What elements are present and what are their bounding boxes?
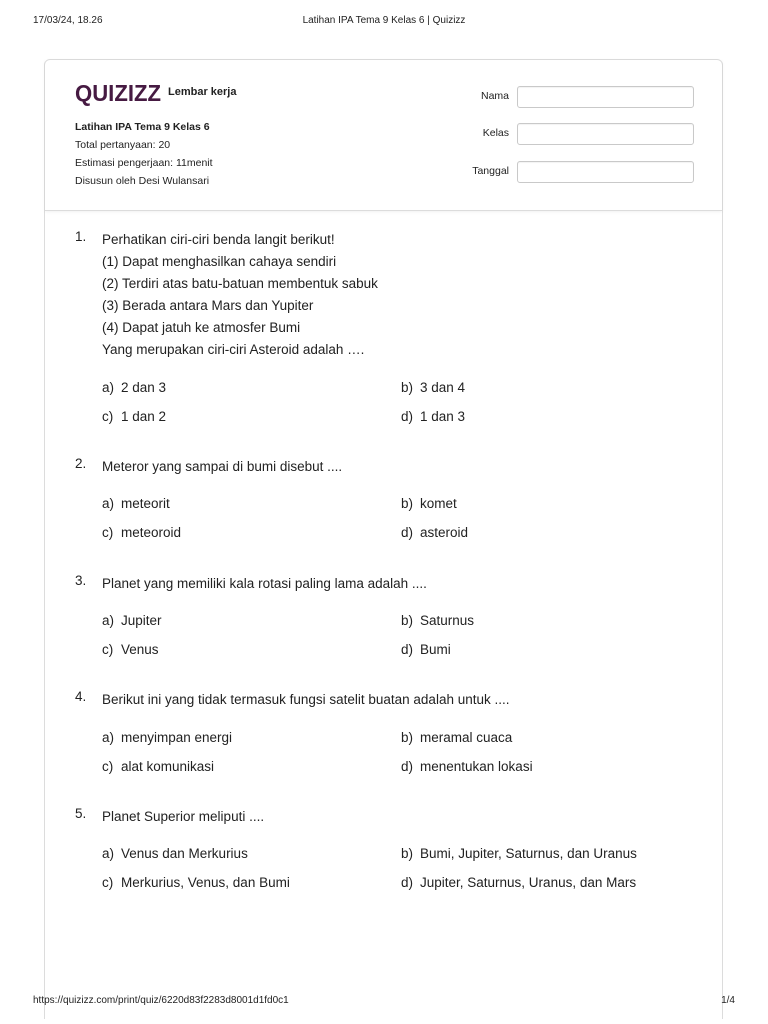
question-line: Planet yang memiliki kala rotasi paling lama adalah .... [102, 576, 427, 591]
option-letter: a) [102, 380, 115, 395]
question-line: Berikut ini yang tidak termasuk fungsi satelit buatan adalah untuk .... [102, 692, 510, 707]
class-field[interactable] [517, 123, 694, 145]
option-c[interactable] [102, 408, 166, 426]
print-header [0, 15, 768, 29]
option-b[interactable] [401, 612, 474, 630]
date-field[interactable] [517, 161, 694, 183]
option-d[interactable] [401, 758, 533, 776]
total-questions: Total pertanyaan: 20 [75, 139, 171, 151]
option-a[interactable] [102, 845, 248, 863]
option-c[interactable] [102, 874, 290, 892]
option-letter: b) [401, 730, 414, 745]
option-c[interactable] [102, 758, 214, 776]
class-label: Kelas [482, 127, 509, 139]
question-line: Planet Superior meliputi .... [102, 809, 265, 824]
svg-text:QUIZIZZ: QUIZIZZ [75, 80, 161, 106]
option-letter: d) [401, 525, 414, 540]
option-text: komet [420, 496, 457, 511]
option-letter: c) [102, 409, 114, 424]
question-text [102, 689, 692, 711]
question-line: (4) Dapat jatuh ke atmosfer Bumi [102, 320, 301, 335]
question-text [102, 229, 692, 361]
question-line: Meteror yang sampai di bumi disebut .... [102, 459, 343, 474]
question-number: 2. [75, 456, 87, 471]
question-number: 5. [75, 806, 87, 821]
date-label: Tanggal [472, 165, 509, 177]
option-letter: d) [401, 409, 414, 424]
option-text: Merkurius, Venus, dan Bumi [121, 875, 290, 890]
option-letter: d) [401, 642, 414, 657]
question-number: 3. [75, 573, 87, 588]
option-c[interactable] [102, 524, 181, 542]
question-line: Yang merupakan ciri-ciri Asteroid adalah …. [102, 342, 365, 357]
question-text [102, 456, 692, 478]
option-letter: b) [401, 496, 414, 511]
option-c[interactable] [102, 641, 159, 659]
option-letter: c) [102, 875, 114, 890]
option-a[interactable] [102, 612, 162, 630]
option-letter: a) [102, 613, 115, 628]
print-title: Latihan IPA Tema 9 Kelas 6 | Quizizz [302, 15, 466, 26]
option-text: 1 dan 2 [121, 409, 167, 424]
option-text: alat komunikasi [121, 759, 215, 774]
option-text: Bumi [420, 642, 451, 657]
option-d[interactable] [401, 524, 468, 542]
option-a[interactable] [102, 379, 166, 397]
option-letter: b) [401, 846, 414, 861]
option-letter: c) [102, 525, 114, 540]
question-text [102, 806, 692, 828]
print-page-number: 1/4 [721, 995, 735, 1006]
option-letter: d) [401, 875, 414, 890]
option-text: 2 dan 3 [121, 380, 167, 395]
quiz-author: Disusun oleh Desi Wulansari [75, 175, 210, 187]
option-a[interactable] [102, 495, 170, 513]
option-text: menentukan lokasi [420, 759, 533, 774]
option-text: meteoroid [121, 525, 182, 540]
option-text: meteorit [121, 496, 170, 511]
option-text: meramal cuaca [420, 730, 513, 745]
option-b[interactable] [401, 379, 465, 397]
option-letter: a) [102, 730, 115, 745]
worksheet-label: Lembar kerja [168, 86, 237, 98]
question-number: 1. [75, 229, 87, 244]
option-d[interactable] [401, 641, 451, 659]
option-text: Venus [121, 642, 159, 657]
option-text: asteroid [420, 525, 469, 540]
option-b[interactable] [401, 495, 457, 513]
option-text: Jupiter [121, 613, 162, 628]
option-letter: c) [102, 759, 114, 774]
option-text: menyimpan energi [121, 730, 233, 745]
option-d[interactable] [401, 408, 465, 426]
quizizz-logo [75, 80, 163, 106]
question-line: Perhatikan ciri-ciri benda langit berikut! [102, 232, 335, 247]
option-letter: d) [401, 759, 414, 774]
option-a[interactable] [102, 729, 232, 747]
print-url: https://quizizz.com/print/quiz/6220d83f2283d8001d1fd0c1 [33, 995, 289, 1006]
option-b[interactable] [401, 845, 637, 863]
question-line: (1) Dapat menghasilkan cahaya sendiri [102, 254, 337, 269]
option-text: Venus dan Merkurius [121, 846, 248, 861]
quizizz-logo-wordmark [75, 80, 163, 106]
option-text: 3 dan 4 [420, 380, 466, 395]
option-text: 1 dan 3 [420, 409, 466, 424]
option-letter: b) [401, 613, 414, 628]
quiz-title: Latihan IPA Tema 9 Kelas 6 [75, 121, 210, 133]
quiz-meta [75, 118, 213, 190]
print-date: 17/03/24, 18.26 [33, 15, 103, 26]
worksheet-header [45, 60, 722, 211]
name-label: Nama [480, 90, 509, 102]
option-text: Bumi, Jupiter, Saturnus, dan Uranus [420, 846, 637, 861]
name-field[interactable] [517, 86, 694, 108]
option-text: Jupiter, Saturnus, Uranus, dan Mars [420, 875, 637, 890]
question-line: (2) Terdiri atas batu-batuan membentuk sabuk [102, 276, 378, 291]
option-b[interactable] [401, 729, 512, 747]
option-letter: a) [102, 846, 115, 861]
print-footer [0, 995, 768, 1009]
option-letter: a) [102, 496, 115, 511]
option-letter: b) [401, 380, 414, 395]
option-d[interactable] [401, 874, 636, 892]
question-line: (3) Berada antara Mars dan Yupiter [102, 298, 314, 313]
question-text [102, 573, 692, 595]
time-estimate: Estimasi pengerjaan: 11menit [75, 157, 213, 169]
option-text: Saturnus [420, 613, 475, 628]
option-letter: c) [102, 642, 114, 657]
question-number: 4. [75, 689, 87, 704]
